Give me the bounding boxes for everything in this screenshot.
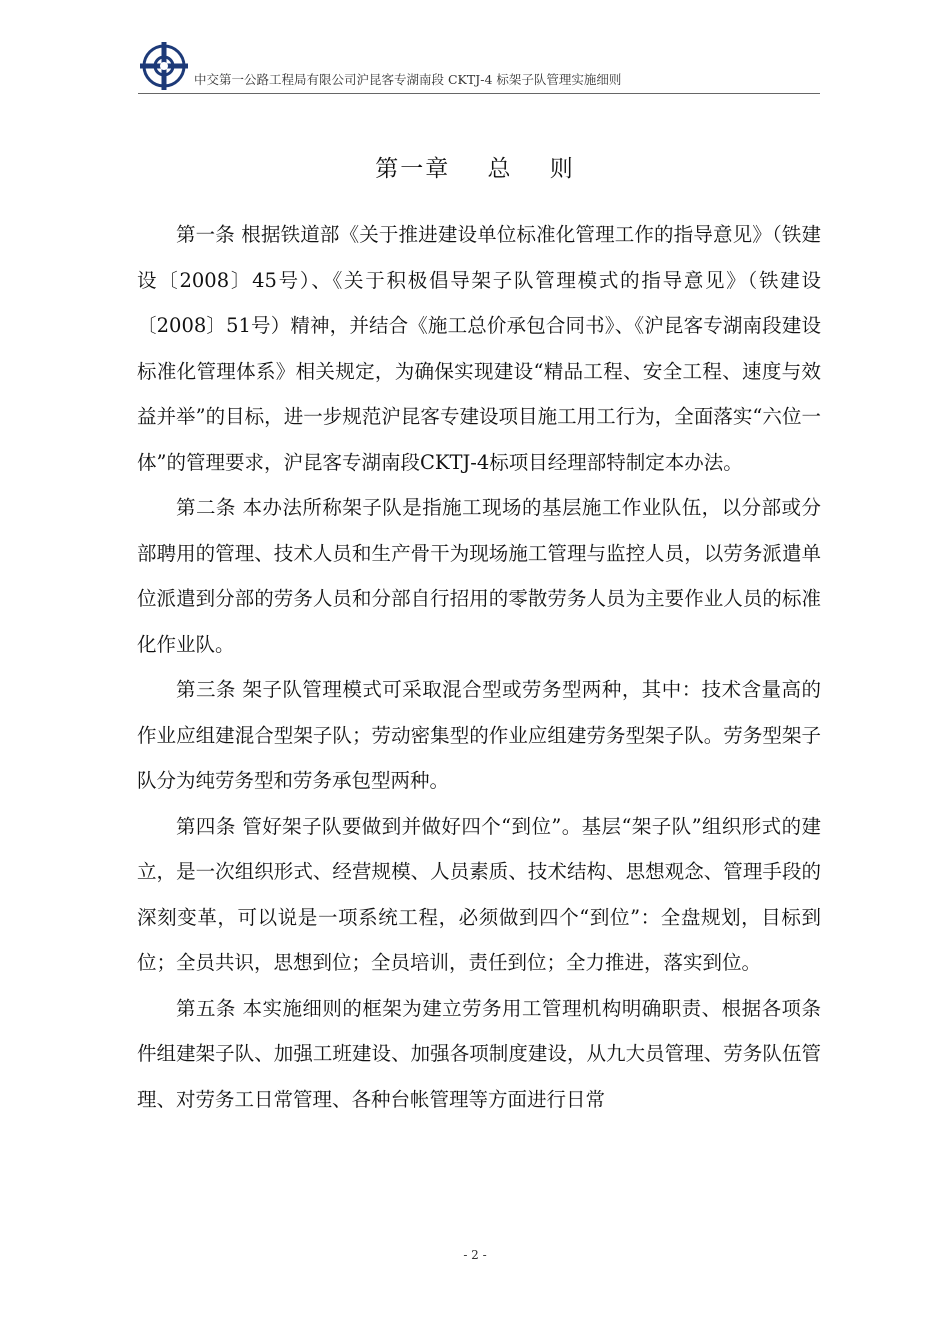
article-3: 第三条 架子队管理模式可采取混合型或劳务型两种，其中：技术含量高的作业应组建混合型架子队；劳动密集型的作业应组建劳务型架子队。劳务型架子队分为纯劳务型和劳务承包型两种。 bbox=[137, 678, 821, 792]
chapter-title: 第一章 总 则 bbox=[375, 156, 575, 182]
body-text bbox=[137, 212, 821, 1122]
page-number: - 2 - bbox=[463, 1248, 487, 1262]
header-text: 中交第一公路工程局有限公司沪昆客专湖南段 CKTJ-4 标架子队管理实施细则 bbox=[194, 72, 622, 87]
article-4: 第四条 管好架子队要做到并做好四个“到位”。基层“架子队”组织形式的建立，是一次组织形式、经营规模、人员素质、技术结构、思想观念、管理手段的深刻变革，可以说是一项系统工程，必须做到四个“到位”：全盘规划，目标到位；全员共识，思想到位；全员培训，责任到位；全力推进，落实到位。 bbox=[137, 814, 821, 974]
page-header bbox=[138, 36, 820, 96]
article-1: 第一条 根据铁道部《关于推进建设单位标准化管理工作的指导意见》（铁建设〔2008〕45号）、《关于积极倡导架子队管理模式的指导意见》（铁建设〔2008〕51号）精神，并结合《施工总价承包合同书》、《沪昆客专湖南段建设标准化管理体系》相关规定，为确保实现建设“精品工程、安全工程、速度与效益并举”的目标，进一步规范沪昆客专建设项目施工用工行为，全面落实“六位一体”的管理要求，沪昆客专湖南段CKTJ-4标项目经理部特制定本办法。 bbox=[137, 223, 821, 474]
article-5: 第五条 本实施细则的框架为建立劳务用工管理机构明确职责、根据各项条件组建架子队、加强工班建设、加强各项制度建设，从九大员管理、劳务队伍管理、对劳务工日常管理、各种台帐管理等方面进行日常 bbox=[137, 996, 821, 1111]
company-emblem-icon bbox=[138, 40, 190, 92]
article-2: 第二条 本办法所称架子队是指施工现场的基层施工作业队伍，以分部或分部聘用的管理、技术人员和生产骨干为现场施工管理与监控人员，以劳务派遣单位派遣到分部的劳务人员和分部自行招用的零散劳务人员为主要作业人员的标准化作业队。 bbox=[137, 496, 821, 656]
header-divider bbox=[138, 93, 820, 94]
